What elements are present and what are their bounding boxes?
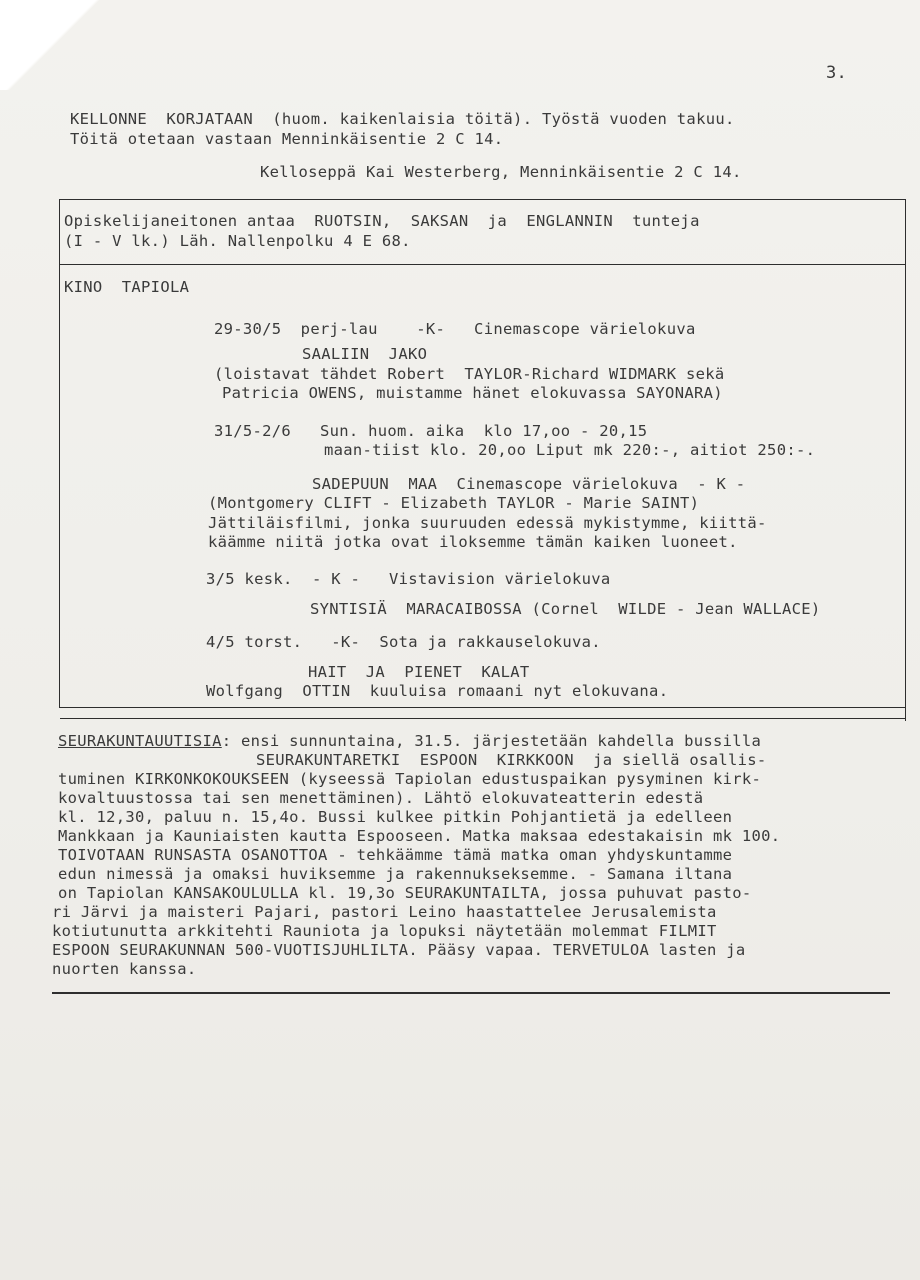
parish-heading: SEURAKUNTAUUTISIA xyxy=(58,732,222,750)
show2-desc-2: Jättiläisfilmi, jonka suuruuden edessä mykistymme, kiittä- xyxy=(208,514,767,532)
section-divider-rule xyxy=(60,718,906,719)
parish-line-7: TOIVOTAAN RUNSASTA OSANOTTOA - tehkäämme tämä matka oman yhdyskuntamme xyxy=(58,846,733,864)
show1-title: SAALIIN JAKO xyxy=(302,345,428,363)
tutoring-ad-line-1: Opiskelijaneitonen antaa RUOTSIN, SAKSAN ja ENGLANNIN tunteja xyxy=(64,212,700,230)
box-right-rule xyxy=(905,199,906,721)
folded-corner xyxy=(0,0,110,90)
parish-line-8: edun nimessä ja omaksi huviksemme ja rakennukseksemme. - Samana iltana xyxy=(58,865,733,883)
tutoring-ad-line-2: (I - V lk.) Läh. Nallenpolku 4 E 68. xyxy=(64,232,411,250)
repair-ad-line-3: Kelloseppä Kai Westerberg, Menninkäisentie 2 C 14. xyxy=(260,163,742,181)
box-top-rule xyxy=(60,199,906,200)
show2-title-line: SADEPUUN MAA Cinemascope värielokuva - K - xyxy=(312,475,746,493)
show4-desc: Wolfgang OTTIN kuuluisa romaani nyt elokuvana. xyxy=(206,682,669,700)
show4-date-line: 4/5 torst. -K- Sota ja rakkauselokuva. xyxy=(206,633,601,651)
parish-line-3: tuminen KIRKONKOKOUKSEEN (kyseessä Tapiolan edustuspaikan pysyminen kirk- xyxy=(58,770,762,788)
show1-date-line: 29-30/5 perj-lau -K- Cinemascope värielokuva xyxy=(214,320,696,338)
tutoring-bottom-rule xyxy=(60,264,906,265)
parish-line-6: Mankkaan ja Kauniaisten kautta Espooseen. Matka maksaa edestakaisin mk 100. xyxy=(58,827,781,845)
kino-heading: KINO TAPIOLA xyxy=(64,278,190,296)
show3-title-line: SYNTISIÄ MARACAIBOSSA (Cornel WILDE - Jean WALLACE) xyxy=(310,600,821,618)
parish-line-10: ri Järvi ja maisteri Pajari, pastori Leino haastattelee Jerusalemista xyxy=(52,903,717,921)
show1-desc-2: Patricia OWENS, muistamme hänet elokuvassa SAYONARA) xyxy=(222,384,723,402)
parish-line-1 xyxy=(58,732,761,750)
parish-line-13: nuorten kanssa. xyxy=(52,960,197,978)
show2-desc-1: (Montgomery CLIFT - Elizabeth TAYLOR - Marie SAINT) xyxy=(208,494,700,512)
parish-line-2: SEURAKUNTARETKI ESPOON KIRKKOON ja siellä osallis- xyxy=(256,751,767,769)
box-bottom-rule xyxy=(59,707,905,708)
parish-line-9: on Tapiolan KANSAKOULULLA kl. 19,3o SEURAKUNTAILTA, jossa puhuvat pasto- xyxy=(58,884,752,902)
show1-desc-1: (loistavat tähdet Robert TAYLOR-Richard WIDMARK sekä xyxy=(214,365,725,383)
show4-title: HAIT JA PIENET KALAT xyxy=(308,663,530,681)
show2-date-line: 31/5-2/6 Sun. huom. aika klo 17,oo - 20,15 xyxy=(214,422,648,440)
page-number: 3. xyxy=(826,63,848,83)
parish-line-4: kovaltuustossa tai sen menettäminen). Lähtö elokuvateatterin edestä xyxy=(58,789,704,807)
parish-line-11: kotiutunutta arkkitehti Rauniota ja lopuksi näytetään molemmat FILMIT xyxy=(52,922,717,940)
show2-desc-3: käämme niitä jotka ovat iloksemme tämän kaiken luoneet. xyxy=(208,533,738,551)
show3-date-line: 3/5 kesk. - K - Vistavision värielokuva xyxy=(206,570,611,588)
parish-line-5: kl. 12,30, paluu n. 15,4o. Bussi kulkee pitkin Pohjantietä ja edelleen xyxy=(58,808,733,826)
parish-line-12: ESPOON SEURAKUNNAN 500-VUOTISJUHLILTA. Pääsy vapaa. TERVETULOA lasten ja xyxy=(52,941,746,959)
bottom-rule xyxy=(52,992,890,994)
show2-time-line: maan-tiist klo. 20,oo Liput mk 220:-, aitiot 250:-. xyxy=(324,441,816,459)
repair-ad-line-2: Töitä otetaan vastaan Menninkäisentie 2 C 14. xyxy=(70,130,504,148)
box-left-rule xyxy=(59,199,60,707)
parish-line-1-text: : ensi sunnuntaina, 31.5. järjestetään kahdella bussilla xyxy=(221,732,762,750)
repair-ad-line-1: KELLONNE KORJATAAN (huom. kaikenlaisia töitä). Työstä vuoden takuu. xyxy=(70,110,735,128)
